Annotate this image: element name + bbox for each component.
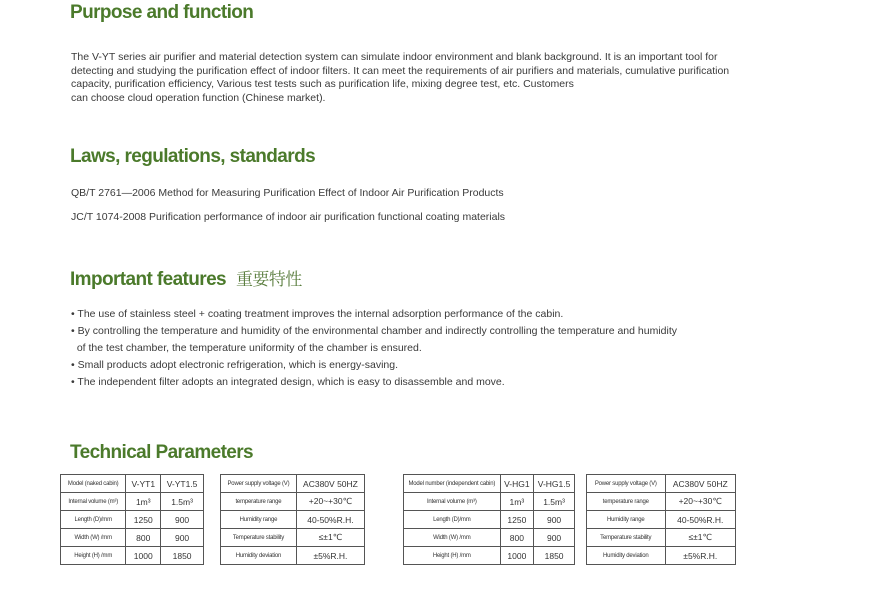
- table-value-cell: 800: [500, 529, 534, 547]
- table-label-cell: Length (D)/mm: [404, 511, 501, 529]
- table-label-cell: Height (H) /mm: [404, 547, 501, 565]
- purpose-line: detecting and studying the purification effect of indoor filters. It can meet the requirements of air purifiers and materials, cumulative purification: [71, 64, 730, 77]
- table-value-cell: ≤±1℃: [296, 529, 364, 547]
- table-value-cell: ±5%R.H.: [665, 547, 735, 565]
- table-value-cell: 900: [161, 511, 204, 529]
- table-row: [587, 529, 736, 547]
- table-row: [61, 493, 204, 511]
- table-value-cell: 1250: [500, 511, 534, 529]
- table-label-cell: Humidity range: [221, 511, 297, 529]
- table-value-cell: ±5%R.H.: [296, 547, 364, 565]
- table-row: [61, 511, 204, 529]
- feature-item: • The use of stainless steel + coating treatment improves the internal adsorption performance of the cabin.: [71, 308, 564, 320]
- heading-tech: Technical Parameters: [70, 442, 254, 463]
- table-value-cell: 1.5m³: [534, 493, 575, 511]
- spec-table-naked-cabin: [60, 474, 204, 565]
- table-value-cell: 1000: [500, 547, 534, 565]
- table-label-cell: Height (H) /mm: [61, 547, 126, 565]
- table-label-cell: Internal volume (m³): [404, 493, 501, 511]
- spec-table-independent-cabin: [403, 474, 575, 565]
- table-row: [221, 475, 365, 493]
- table-value-cell: 1.5m³: [161, 493, 204, 511]
- table-value-cell: V-HG1.5: [534, 475, 575, 493]
- table-row: [61, 529, 204, 547]
- table-value-cell: V-HG1: [500, 475, 534, 493]
- table-label-cell: Width (W) /mm: [61, 529, 126, 547]
- purpose-paragraph: [71, 51, 791, 105]
- table-row: [404, 475, 575, 493]
- table-label-cell: Temperature stability: [221, 529, 297, 547]
- table-row: [221, 511, 365, 529]
- feature-item: • By controlling the temperature and humidity of the environmental chamber and indirectly controlling the temperature and humidity: [71, 325, 678, 337]
- table-value-cell: 40-50%R.H.: [296, 511, 364, 529]
- table-label-cell: Model number (independent cabin): [404, 475, 501, 493]
- table-value-cell: 1m³: [126, 493, 161, 511]
- table-label-cell: temperature range: [587, 493, 666, 511]
- table-value-cell: 1250: [126, 511, 161, 529]
- standard-item: QB/T 2761—2006 Method for Measuring Purification Effect of Indoor Air Purification Products: [71, 187, 504, 199]
- purpose-line: capacity, purification efficiency, Various test tests such as purification life, mixing degree test, etc. Customers: [71, 78, 574, 90]
- table-value-cell: 900: [534, 529, 575, 547]
- heading-purpose: Purpose and function: [70, 2, 254, 23]
- table-row: [221, 529, 365, 547]
- table-row: [61, 475, 204, 493]
- purpose-line: can choose cloud operation function (Chinese market).: [71, 91, 326, 104]
- standard-item: JC/T 1074-2008 Purification performance of indoor air purification functional coating materials: [71, 211, 506, 223]
- table-value-cell: 800: [126, 529, 161, 547]
- table-value-cell: +20~+30℃: [665, 493, 735, 511]
- table-label-cell: Power supply voltage (V): [221, 475, 297, 493]
- table-row: [587, 547, 736, 565]
- feature-item: • The independent filter adopts an integrated design, which is easy to disassemble and move.: [71, 376, 505, 388]
- table-label-cell: Temperature stability: [587, 529, 666, 547]
- table-label-cell: Humidity deviation: [221, 547, 297, 565]
- table-row: [404, 493, 575, 511]
- spec-table-env-right: [586, 474, 736, 565]
- table-row: [221, 493, 365, 511]
- table-value-cell: AC380V 50HZ: [296, 475, 364, 493]
- table-row: [587, 511, 736, 529]
- table-label-cell: temperature range: [221, 493, 297, 511]
- table-row: [404, 511, 575, 529]
- table-value-cell: 1850: [161, 547, 204, 565]
- table-row: [404, 529, 575, 547]
- table-row: [587, 475, 736, 493]
- table-value-cell: ≤±1℃: [665, 529, 735, 547]
- table-value-cell: 900: [534, 511, 575, 529]
- table-label-cell: Humidity deviation: [587, 547, 666, 565]
- heading-features: [70, 265, 302, 291]
- table-label-cell: Model (naked cabin): [61, 475, 126, 493]
- feature-item: of the test chamber, the temperature uniformity of the chamber is ensured.: [71, 342, 422, 354]
- table-label-cell: Width (W) /mm: [404, 529, 501, 547]
- table-row: [587, 493, 736, 511]
- table-value-cell: 1m³: [500, 493, 534, 511]
- table-value-cell: V-YT1: [126, 475, 161, 493]
- table-value-cell: 1000: [126, 547, 161, 565]
- table-value-cell: 1850: [534, 547, 575, 565]
- table-label-cell: Length (D)/mm: [61, 511, 126, 529]
- table-label-cell: Humidity range: [587, 511, 666, 529]
- purpose-line: The V-YT series air purifier and material detection system can simulate indoor environment and blank background. It is an important tool for: [71, 51, 718, 63]
- table-value-cell: V-YT1.5: [161, 475, 204, 493]
- feature-item: • Small products adopt electronic refrigeration, which is energy-saving.: [71, 359, 398, 371]
- table-value-cell: 900: [161, 529, 204, 547]
- table-label-cell: Power supply voltage (V): [587, 475, 666, 493]
- heading-features-en: Important features: [70, 269, 227, 290]
- table-value-cell: 40-50%R.H.: [665, 511, 735, 529]
- table-row: [61, 547, 204, 565]
- table-value-cell: +20~+30℃: [296, 493, 364, 511]
- heading-features-zh: 重要特性: [236, 270, 302, 290]
- table-row: [221, 547, 365, 565]
- heading-laws: Laws, regulations, standards: [70, 146, 316, 167]
- spec-table-env-left: [220, 474, 365, 565]
- table-label-cell: Internal volume (m³): [61, 493, 126, 511]
- table-value-cell: AC380V 50HZ: [665, 475, 735, 493]
- table-row: [404, 547, 575, 565]
